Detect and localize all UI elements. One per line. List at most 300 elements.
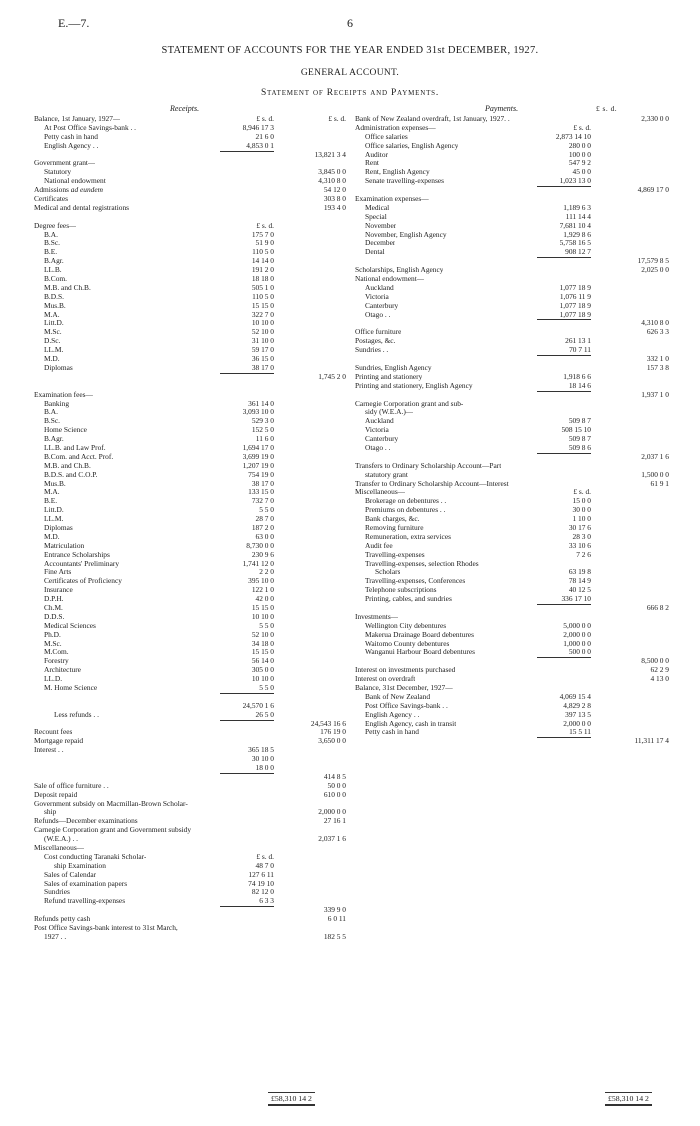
payments-line-label: Office salaries (365, 132, 408, 141)
payments-line-amount: 30 17 6 (568, 522, 591, 532)
payments-line (355, 408, 669, 417)
payments-line-label: November, English Agency (365, 230, 447, 239)
payments-line-label: Canterbury (365, 301, 399, 310)
payments-line-amount: 33 10 6 (568, 540, 591, 550)
payments-line (355, 373, 669, 382)
receipts-line-total: 27 16 1 (323, 816, 346, 826)
receipts-line (34, 586, 346, 595)
receipts-line-amount: 5 5 0 (259, 505, 274, 515)
receipts-line (34, 400, 346, 409)
receipts-line-label: M.Sc. (44, 328, 62, 337)
receipts-line-label: Government subsidy on Macmillan-Brown Scholar- (34, 799, 188, 808)
payments-line-label: Travelling-expenses, Conferences (365, 577, 466, 586)
receipts-line-label: ship Examination (54, 861, 106, 870)
receipts-line (34, 897, 346, 906)
payments-line-total: 4,869 17 0 (637, 185, 669, 195)
receipts-line (34, 871, 346, 880)
receipts-line-label: Balance, 1st January, 1927— (34, 115, 121, 123)
payments-line-total: 8,500 0 0 (641, 656, 669, 666)
payments-line (355, 533, 669, 542)
receipts-line-label: D.D.S. (44, 612, 65, 621)
payments-line (355, 524, 669, 533)
receipts-line-amount: 5 5 0 (259, 683, 274, 692)
receipts-line-label: English Agency . . (44, 141, 99, 150)
receipts-line-label: M.Com. (44, 648, 69, 657)
receipts-line-label: M.A. (44, 488, 60, 497)
receipts-line-amount: 52 10 0 (251, 629, 274, 639)
payments-line (355, 675, 669, 684)
receipts-line-label: Cost conducting Taranaki Scholar- (44, 852, 147, 861)
receipts-line-label: Fine Arts (44, 568, 72, 577)
receipts-line-label: M.B. and Ch.B. (44, 283, 91, 292)
receipts-line (34, 782, 346, 791)
receipts-line (34, 711, 346, 720)
receipts-line (34, 497, 346, 506)
receipts-heading: Receipts. (170, 104, 200, 113)
payments-line (355, 328, 669, 337)
receipts-line (34, 551, 346, 560)
payments-line-label: Interest on overdraft (355, 675, 416, 684)
receipts-line-amount: 48 7 0 (255, 860, 274, 870)
payments-line-total: 11,311 17 4 (634, 736, 669, 746)
receipts-line-amount: 505 1 0 (251, 282, 274, 292)
receipts-line-amount: 122 1 0 (251, 585, 274, 595)
receipts-line-amount: £ s. d. (256, 851, 274, 861)
payments-line-label: Auckland (365, 417, 394, 426)
payments-line (355, 213, 669, 222)
payments-line-amount: 509 8 7 (568, 416, 591, 426)
payments-line-total: 626 3 3 (646, 327, 669, 337)
receipts-line-amount: 18 0 0 (255, 763, 274, 773)
payments-line (355, 497, 669, 506)
payments-line-label: English Agency, cash in transit (365, 719, 457, 728)
receipts-line-total: 4,310 8 0 (318, 176, 346, 186)
receipts-line-amount: 59 17 0 (251, 345, 274, 355)
receipts-line-total: 6 0 11 (327, 914, 346, 924)
receipts-line-amount: 230 9 6 (251, 549, 274, 559)
payments-line-amount: 111 14 4 (565, 211, 591, 221)
receipts-line (34, 906, 346, 915)
receipts-line-label: D.Sc. (44, 337, 61, 346)
receipts-line-label: Recount fees (34, 728, 73, 737)
receipts-line-label: Mortgage repaid (34, 737, 84, 746)
receipts-line-amount: 152 5 0 (251, 425, 274, 435)
payments-line (355, 382, 669, 391)
receipts-line-amount: 3,093 10 0 (242, 407, 274, 417)
receipts-line-amount: 8,946 17 3 (242, 122, 274, 132)
receipts-line-amount: 52 10 0 (251, 327, 274, 337)
receipts-line (34, 248, 346, 257)
receipts-line (34, 702, 346, 711)
receipts-line (34, 640, 346, 649)
payments-line-total: 332 1 0 (646, 354, 669, 364)
receipts-line-amount: 1,741 12 0 (242, 558, 274, 568)
receipts-line-label: Less refunds . . (54, 710, 99, 719)
receipts-line-amount: 42 0 0 (255, 594, 274, 604)
payments-line (355, 471, 669, 480)
payments-line-label: Bank of New Zealand (365, 692, 431, 701)
receipts-line-amount: 361 14 0 (248, 398, 274, 408)
receipts-line (34, 275, 346, 284)
receipts-line (34, 417, 346, 426)
receipts-line-label: Medical and dental registrations (34, 203, 130, 212)
receipts-line-amount: 36 15 0 (251, 354, 274, 364)
payments-line (355, 622, 669, 631)
receipts-line (34, 862, 346, 871)
receipts-line-total: 2,000 0 0 (318, 807, 346, 817)
payments-line (355, 488, 669, 497)
receipts-line (34, 266, 346, 275)
payments-total: £58,310 14 2 (605, 1092, 652, 1106)
receipts-line-label: B.Agr. (44, 435, 64, 444)
receipts-line-amount: 1,694 17 0 (242, 442, 274, 452)
payments-line-amount: 63 19 8 (568, 567, 591, 577)
payments-line-total: 2,037 1 6 (641, 451, 669, 461)
receipts-line-label: Post Office Savings-bank interest to 31st March, (34, 924, 178, 933)
payments-line (355, 168, 669, 177)
receipts-line (34, 222, 346, 231)
receipts-line-label: Petty cash in hand (44, 132, 98, 141)
payments-line-label: Sundries . . (355, 346, 389, 355)
receipts-line (34, 657, 346, 666)
receipts-line-amount: 133 15 0 (248, 487, 274, 497)
payments-line-label: Removing furniture (365, 523, 424, 532)
receipts-line-amount: 187 2 0 (251, 522, 274, 532)
receipts-line-label: B.A. (44, 230, 58, 239)
receipts-line-label: Home Science (44, 426, 87, 435)
receipts-line-label: M.D. (44, 355, 60, 364)
receipts-line (34, 133, 346, 142)
payments-line-amount: 908 12 7 (565, 247, 591, 257)
payments-line-label: Petty cash in hand (365, 728, 419, 737)
payments-line-amount: 336 17 10 (561, 594, 591, 604)
receipts-line-total: 50 0 0 (327, 780, 346, 790)
receipts-line (34, 515, 346, 524)
receipts-line-total: 3,845 0 0 (318, 167, 346, 177)
receipts-line (34, 595, 346, 604)
payments-line-label: Travelling-expenses (365, 550, 425, 559)
payments-line (355, 319, 669, 328)
receipts-line (34, 684, 346, 693)
receipts-line-label: D.P.H. (44, 595, 64, 604)
receipts-line (34, 613, 346, 622)
payments-line (355, 693, 669, 702)
receipts-line-amount: 38 17 0 (251, 362, 274, 372)
receipts-line (34, 737, 346, 746)
payments-line (355, 391, 669, 400)
receipts-line (34, 622, 346, 631)
receipts-line (34, 764, 346, 773)
receipts-line (34, 915, 346, 924)
receipts-line (34, 337, 346, 346)
receipts-line-label: Mus.B. (44, 301, 66, 310)
receipts-line-amount: 63 0 0 (255, 531, 274, 541)
receipts-line (34, 364, 346, 373)
receipts-line (34, 488, 346, 497)
payments-line (355, 364, 669, 373)
receipts-line (34, 293, 346, 302)
receipts-line-total: 414 8 5 (323, 771, 346, 781)
receipts-line-label: Statutory (44, 168, 72, 177)
payments-line-label: Printing and stationery (355, 372, 423, 381)
receipts-line-label: ship (44, 808, 57, 817)
payments-line-amount: 15 5 11 (569, 727, 591, 737)
payments-line-label: Post Office Savings-bank . . (365, 701, 448, 710)
payments-line-amount: 1 10 0 (572, 514, 591, 524)
payments-line-amount: 30 0 0 (572, 505, 591, 515)
payments-line (355, 284, 669, 293)
payments-line (355, 453, 669, 462)
payments-line-amount: 2,873 14 10 (555, 131, 591, 141)
payments-line-amount: 280 0 0 (568, 140, 591, 150)
receipts-line-total: 1,745 2 0 (318, 371, 346, 381)
receipts-line (34, 408, 346, 417)
payments-line-amount: 7,681 10 4 (559, 220, 591, 230)
receipts-line-label: At Post Office Savings-bank . . (44, 123, 137, 132)
receipts-line (34, 195, 346, 204)
receipts-line (34, 888, 346, 897)
payments-line (355, 142, 669, 151)
receipts-line-amount: 15 15 0 (251, 647, 274, 657)
receipts-line (34, 177, 346, 186)
payments-line-amount: 397 13 5 (565, 709, 591, 719)
receipts-line-amount: 56 14 0 (251, 656, 274, 666)
receipts-line (34, 720, 346, 729)
payments-line (355, 355, 669, 364)
payments-line-amount: 1,077 18 9 (559, 309, 591, 319)
payments-line-label: National endowment— (355, 275, 425, 284)
payments-line-amount: 547 9 2 (568, 158, 591, 168)
payments-line-label: Auditor (365, 150, 388, 159)
payments-line-label: Postages, &c. (355, 337, 396, 346)
receipts-line-label: Forestry (44, 657, 69, 666)
payments-line (355, 435, 669, 444)
receipts-line-label: Deposit repaid (34, 790, 78, 799)
payments-line-amount: 5,758 16 5 (559, 238, 591, 248)
payments-line-label: Travelling-expenses, selection Rhodes (365, 559, 479, 568)
payments-line-amount: 18 14 6 (568, 380, 591, 390)
payments-line-total: 1,937 1 0 (641, 389, 669, 399)
receipts-line-label: Degree fees— (34, 221, 77, 230)
receipts-line-label: B.D.S. and C.O.P. (44, 470, 98, 479)
receipts-line (34, 426, 346, 435)
receipts-line (34, 444, 346, 453)
payments-line (355, 266, 669, 275)
payments-line (355, 515, 669, 524)
receipts-line (34, 773, 346, 782)
receipts-line-amount: 365 18 5 (248, 745, 274, 755)
payments-line (355, 640, 669, 649)
payments-line (355, 231, 669, 240)
receipts-line-label: Admissions ad eundem (34, 186, 103, 195)
receipts-line-label: LL.B. and Law Prof. (44, 443, 106, 452)
receipts-line (34, 115, 346, 124)
receipts-line-label: LL.B. (44, 266, 62, 275)
receipts-line-amount: 127 6 11 (248, 869, 274, 879)
receipts-line-amount: 754 19 0 (248, 469, 274, 479)
payments-line-label: statutory grant (365, 470, 408, 479)
receipts-line-total: 193 4 0 (323, 202, 346, 212)
payments-line-total: 62 2 9 (650, 665, 669, 675)
receipts-line (34, 391, 346, 400)
receipts-line-label: LL.D. (44, 675, 63, 684)
receipts-line-label: Certificates (34, 195, 69, 204)
payments-line-amount: 28 3 0 (572, 531, 591, 541)
receipts-line (34, 728, 346, 737)
receipts-line-amount: 15 15 0 (251, 300, 274, 310)
receipts-line-total: 54 12 0 (323, 185, 346, 195)
receipts-line-amount: 175 7 0 (251, 229, 274, 239)
payments-line-amount: 1,929 8 6 (563, 229, 591, 239)
payments-line-label: November (365, 221, 397, 230)
receipts-line (34, 328, 346, 337)
receipts-line-label: B.D.S. (44, 292, 64, 301)
account-title: GENERAL ACCOUNT. (300, 68, 400, 78)
receipts-line (34, 506, 346, 515)
receipts-line-label: B.E. (44, 248, 58, 257)
receipts-line (34, 302, 346, 311)
receipts-line (34, 542, 346, 551)
payments-column (355, 115, 669, 746)
receipts-line-label: B.Sc. (44, 417, 61, 426)
payments-line-label: Bank charges, &c. (365, 515, 420, 524)
receipts-line (34, 746, 346, 755)
payments-line-label: Examination expenses— (355, 195, 429, 204)
receipts-line-label: B.Com. and Acct. Prof. (44, 452, 114, 461)
receipts-line-label: M.B. and Ch.B. (44, 461, 91, 470)
payments-line-label: Wellington City debentures (365, 621, 447, 630)
payments-line-label: Printing and stationery, English Agency (355, 381, 473, 390)
receipts-line-amount: 322 7 0 (251, 309, 274, 319)
payments-line-total: 2,025 0 0 (641, 265, 669, 275)
receipts-line-amount: 10 10 0 (251, 611, 274, 621)
receipts-line-label: Ph.D. (44, 630, 61, 639)
receipts-line (34, 817, 346, 826)
receipts-line-total: 2,037 1 6 (318, 834, 346, 844)
payments-line-amount: 509 8 7 (568, 434, 591, 444)
payments-line (355, 302, 669, 311)
payments-line-amount: 1,076 11 9 (559, 291, 591, 301)
receipts-line (34, 124, 346, 133)
payments-line-amount: 40 12 5 (568, 585, 591, 595)
receipts-line (34, 631, 346, 640)
payments-line (355, 133, 669, 142)
payments-line-label: Premiums on debentures . . (365, 506, 446, 515)
receipts-line-amount: 82 12 0 (251, 887, 274, 897)
receipts-line (34, 675, 346, 684)
payments-line-label: Printing, cables, and sundries (365, 595, 452, 604)
receipts-line (34, 168, 346, 177)
receipts-line (34, 462, 346, 471)
receipts-line (34, 560, 346, 569)
receipts-line-amount: 110 5 0 (252, 247, 274, 257)
receipts-line-label: Diplomas (44, 523, 73, 532)
receipts-line-amount: 529 3 0 (251, 416, 274, 426)
payments-line-label: Makerua Drainage Board debentures (365, 630, 474, 639)
payments-line-label: Scholars (375, 568, 401, 577)
receipts-line-amount: 30 10 0 (251, 754, 274, 764)
receipts-line (34, 880, 346, 889)
receipts-line-label: Refund travelling-expenses (44, 897, 126, 906)
payments-line-label: December (365, 239, 396, 248)
receipts-line (34, 373, 346, 382)
receipts-line-label: Accountants' Preliminary (44, 559, 120, 568)
payments-line-label: Waitomo County debentures (365, 639, 450, 648)
receipts-line-label: LL.M. (44, 515, 64, 524)
receipts-line (34, 453, 346, 462)
payments-line (355, 657, 669, 666)
payments-line-amount: 45 0 0 (572, 167, 591, 177)
receipts-line-label: Insurance (44, 586, 73, 595)
payments-line-label: Sundries, English Agency (355, 363, 432, 372)
payments-line (355, 222, 669, 231)
payments-line-label: Carnegie Corporation grant and sub- (355, 399, 464, 408)
receipts-line-amount: 4,853 0 1 (246, 140, 274, 150)
payments-line-label: Special (365, 212, 387, 221)
payments-line-amount: 4,069 15 4 (559, 691, 591, 701)
payments-line (355, 444, 669, 453)
receipts-line-label: M. Home Science (44, 684, 98, 692)
payments-line-total: 666 8 2 (646, 602, 669, 612)
receipts-line-total: 303 8 0 (323, 194, 346, 204)
receipts-line-total: 182 5 5 (323, 931, 346, 941)
receipts-line-amount: 305 0 0 (251, 665, 274, 675)
receipts-line (34, 213, 346, 222)
payments-line-label: Victoria (365, 426, 389, 435)
receipts-line-total: 13,821 3 4 (314, 149, 346, 159)
payments-line (355, 417, 669, 426)
payments-line (355, 666, 669, 675)
payments-line (355, 275, 669, 284)
receipts-line (34, 151, 346, 160)
payments-line (355, 560, 669, 569)
payments-line-label: Scholarships, English Agency (355, 266, 444, 275)
payments-line (355, 115, 669, 124)
payments-line (355, 337, 669, 346)
receipts-line (34, 755, 346, 764)
payments-line (355, 702, 669, 711)
statement-subtitle: Statement of Receipts and Payments. (260, 88, 440, 98)
receipts-line-label: Interest . . (34, 746, 64, 755)
payments-line (355, 480, 669, 489)
payments-line-label: Auckland (365, 283, 394, 292)
payments-line-total: 61 9 1 (650, 478, 669, 488)
receipts-line-label: Banking (44, 399, 70, 408)
payments-line (355, 400, 669, 409)
payments-line-amount: 500 0 0 (568, 647, 591, 657)
payments-line-label: sidy (W.E.A.)— (365, 408, 414, 417)
receipts-line-label: Refunds—December examinations (34, 817, 138, 826)
receipts-line (34, 231, 346, 240)
receipts-line-label: LL.M. (44, 346, 64, 355)
receipts-line (34, 186, 346, 195)
receipts-line-amount: 24,570 1 6 (242, 700, 274, 710)
receipts-line-label: B.Sc. (44, 239, 61, 248)
receipts-line (34, 159, 346, 168)
receipts-line-amount: 191 2 0 (251, 265, 274, 275)
payments-line (355, 595, 669, 604)
receipts-line-amount: 38 17 0 (251, 478, 274, 488)
payments-line (355, 239, 669, 248)
payments-line-amount: 1,077 18 9 (559, 282, 591, 292)
receipts-line-label: B.E. (44, 497, 58, 506)
receipts-total: £58,310 14 2 (268, 1092, 315, 1106)
payments-line-label: Senate travelling-expenses (365, 177, 445, 186)
receipts-line-label: Diplomas (44, 363, 73, 372)
receipts-line-total: £ s. d. (328, 114, 346, 123)
payments-line-label: Administration expenses— (355, 123, 436, 132)
payments-line-label: Otago . . (365, 310, 391, 319)
